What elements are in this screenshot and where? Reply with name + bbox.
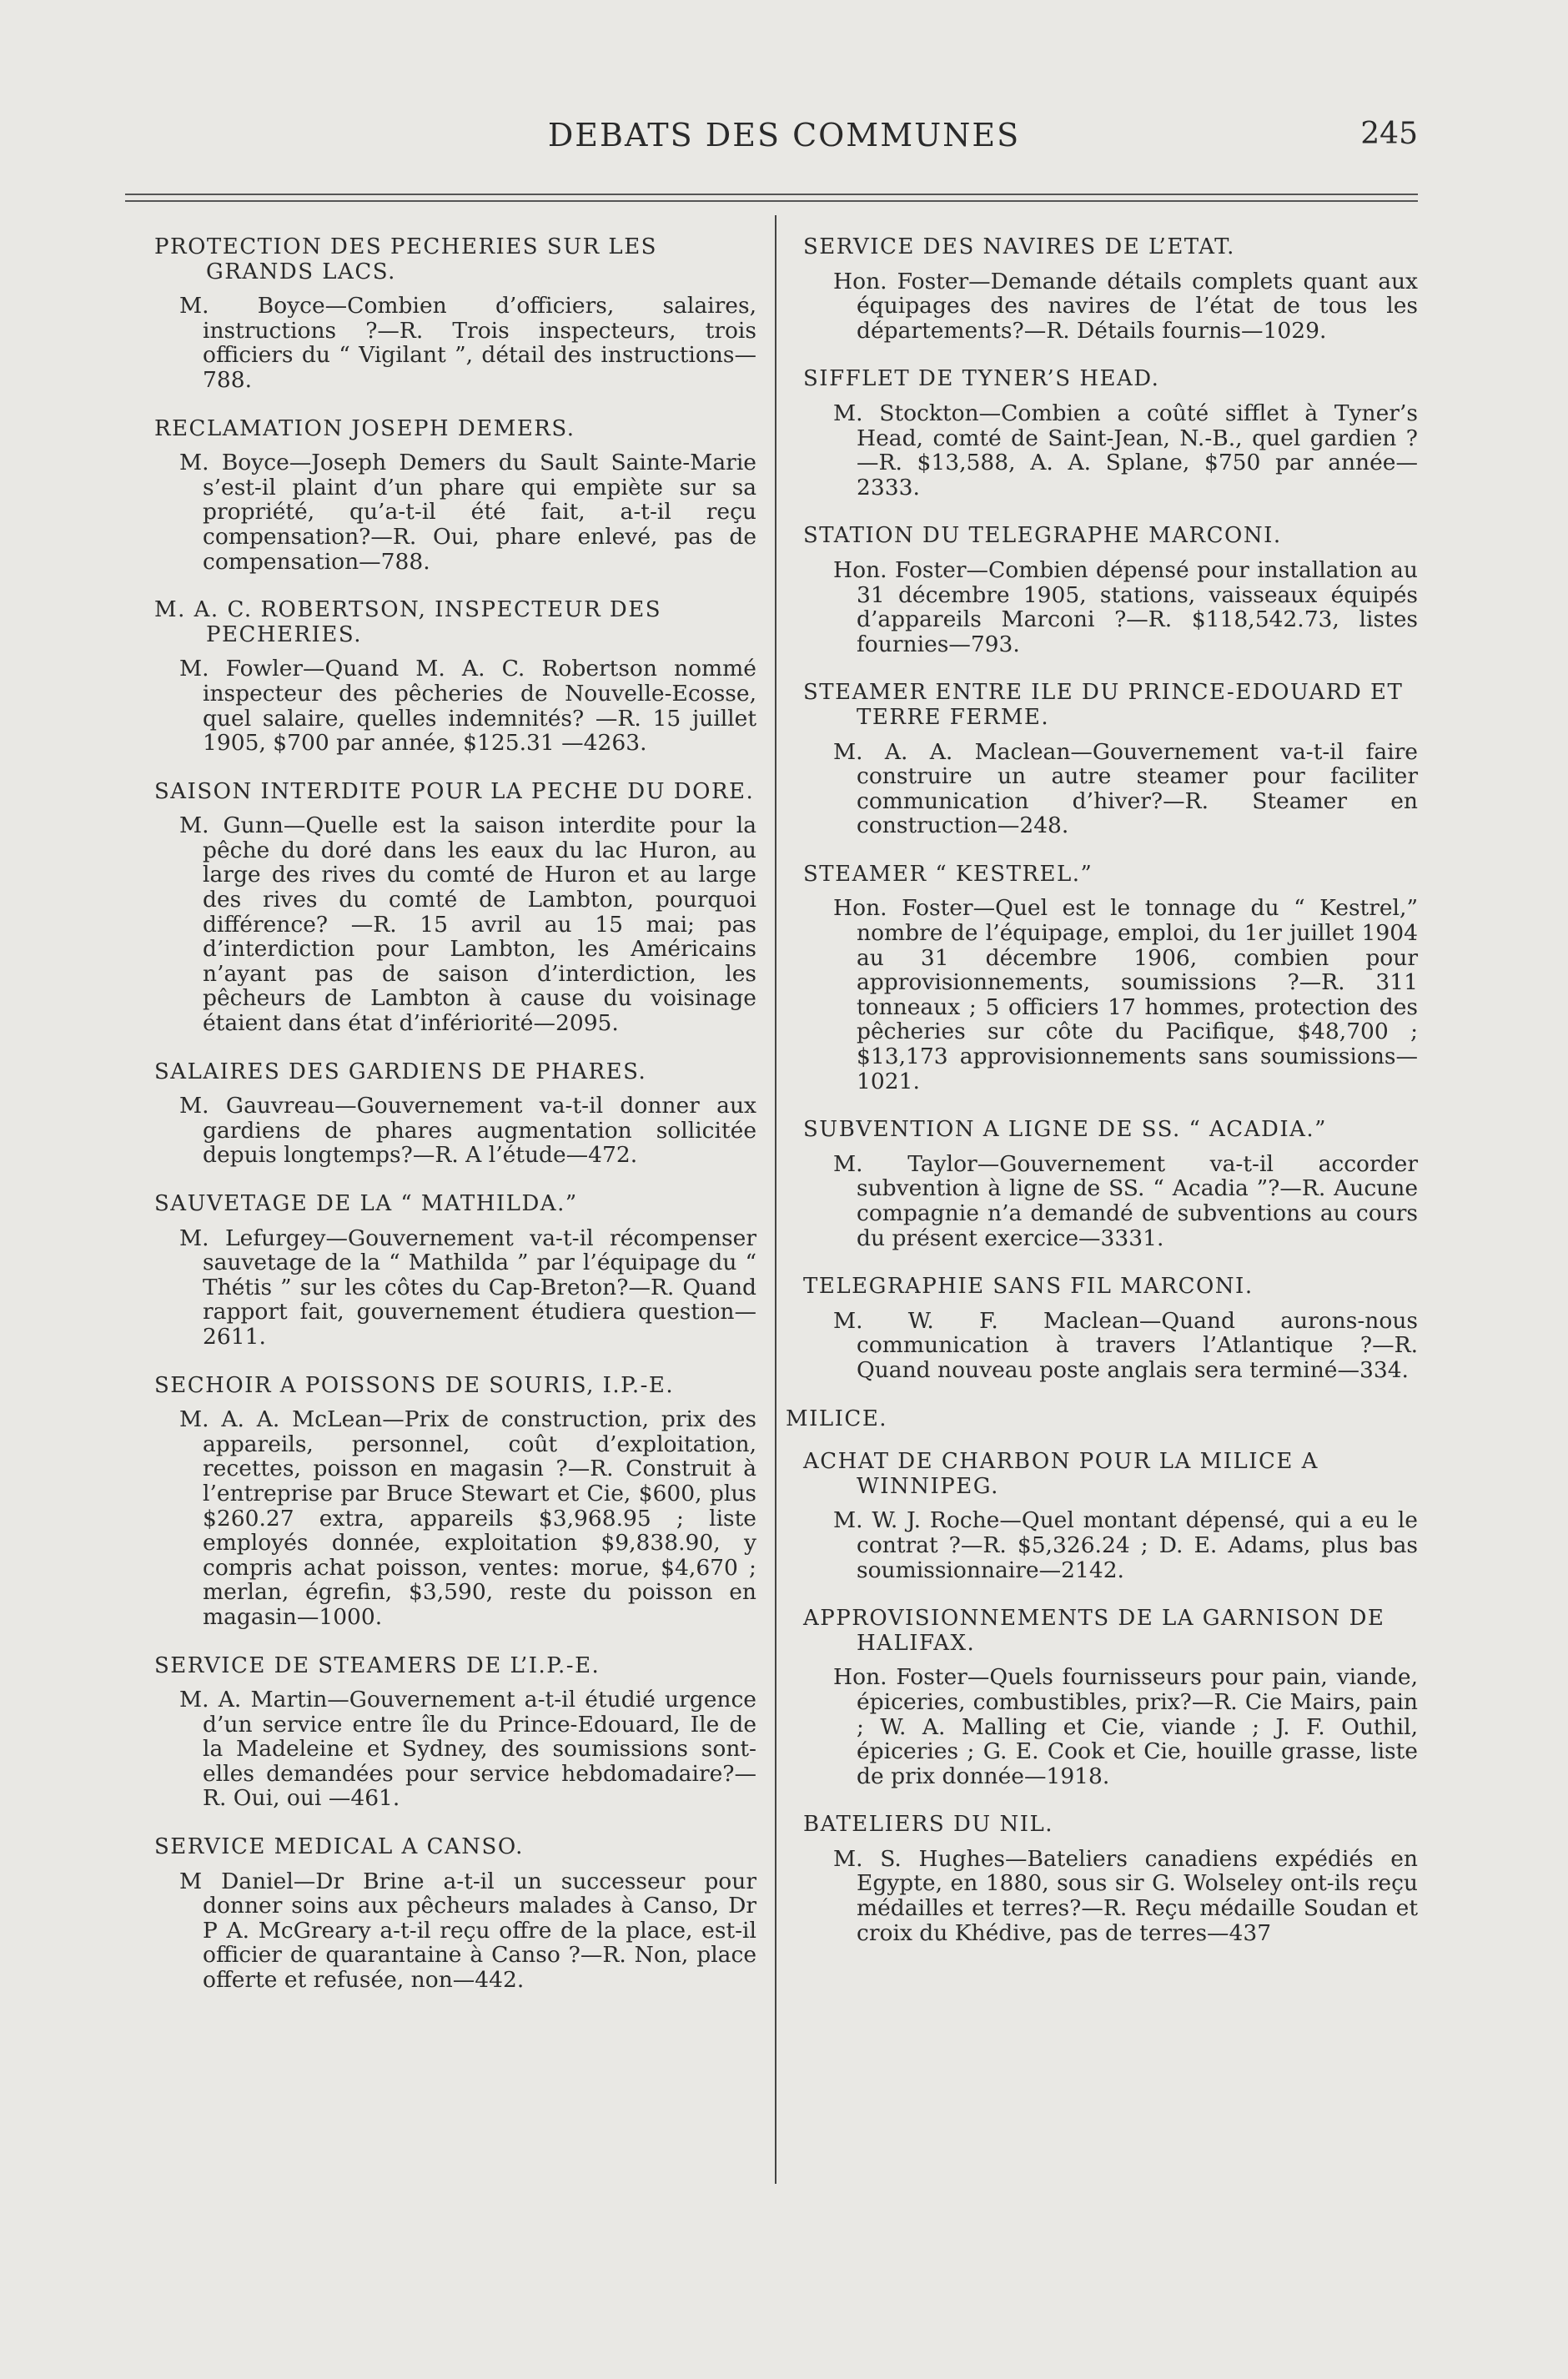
entry <box>786 1118 1418 1250</box>
entry <box>786 681 1418 838</box>
entry-text: Hon. Foster—Quel est le tonnage du “ Kestrel,” nombre de l’équipage, emploi, du 1er juillet 1904 au 31 décembre 1906, combien pour approvisionnements, soumissions ?—R. 311 tonneaux ; 5 officiers 17 hommes, protection des pêcheries sur côte du Pacifique, $48,700 ; $13,173 approvisionnements sans soumissions—1021. <box>833 895 1418 1094</box>
entry <box>154 1835 756 1993</box>
entry-heading: SAISON INTERDITE POUR LA PECHE DU DORE. <box>154 778 755 804</box>
entry <box>786 863 1418 1094</box>
entry <box>786 1607 1418 1788</box>
section-title-milice: MILICE. <box>786 1406 888 1431</box>
right-column <box>786 235 1418 1969</box>
entry <box>786 235 1418 343</box>
entry-text: M. Gauvreau—Gouvernement va-t-il donner aux gardiens de phares augmentation sollicitée depuis longtemps?—R. A l’étude—472. <box>179 1093 756 1169</box>
entry-heading: APPROVISIONNEMENTS DE LA GARNISON DE HALIFAX. <box>803 1606 1385 1656</box>
left-column <box>154 235 756 2017</box>
entry-heading: SERVICE DES NAVIRES DE L’ETAT. <box>803 234 1235 259</box>
entry-text: M. W. F. Maclean—Quand aurons-nous communication à travers l’Atlantique ?—R. Quand nouveau poste anglais sera terminé—334. <box>833 1307 1418 1383</box>
entry-heading: STEAMER ENTRE ILE DU PRINCE-EDOUARD ET TERRE FERME. <box>803 680 1404 730</box>
header-rule-top <box>125 194 1418 195</box>
entry-text: Hon. Foster—Demande détails complets quant aux équipages des navires de l’état de tous les départements?—R. Détails fournis—1029. <box>833 268 1418 344</box>
entry <box>154 598 756 756</box>
entry-text: M. S. Hughes—Bateliers canadiens expédiés en Egypte, en 1880, sous sir G. Wolseley ont-ils reçu médailles et terres?—R. Reçu médaille Soudan et croix du Khédive, pas de terres—437 <box>833 1845 1418 1946</box>
header-rule-bottom <box>125 200 1418 202</box>
entry-text: M. W. J. Roche—Quel montant dépensé, qui a eu le contrat ?—R. $5,326.24 ; D. E. Adams, plus bas soumissionnaire—2142. <box>833 1507 1418 1583</box>
entry-text: Hon. Foster—Quels fournisseurs pour pain, viande, épiceries, combustibles, prix?—R. Cie Mairs, pain ; W. A. Malling et Cie, viande ; J. F. Outhil, épiceries ; G. E. Cook et Cie, houille grasse, liste de prix donnée—1918. <box>833 1664 1418 1789</box>
entry-text: Hon. Foster—Combien dépensé pour installation au 31 décembre 1905, stations, vaisseaux équipés d’appareils Marconi ?—R. $118,542.73, listes fournies—793. <box>833 556 1418 657</box>
entry <box>154 417 756 575</box>
entry-text: M. A. A. Maclean—Gouvernement va-t-il faire construire un autre steamer pour faciliter communication d’hiver?—R. Steamer en construction—248. <box>833 738 1418 839</box>
entry-heading: BATELIERS DU NIL. <box>803 1812 1054 1838</box>
entry-heading: PROTECTION DES PECHERIES SUR LES GRANDS LACS. <box>154 234 657 284</box>
entry-heading: STATION DU TELEGRAPHE MARCONI. <box>803 523 1282 549</box>
column-divider <box>775 215 776 2184</box>
entry <box>786 367 1418 500</box>
entry-text: M. Stockton—Combien a coûté sifflet à Tyner’s Head, comté de Saint-Jean, N.-B., quel gardien ?—R. $13,588, A. A. Splane, $750 par année—2333. <box>833 400 1418 500</box>
entry-text: M. Boyce—Combien d’officiers, salaires, instructions ?—R. Trois inspecteurs, trois officiers du “ Vigilant ”, détail des instructions—788. <box>179 293 756 393</box>
entry-text: M. Lefurgey—Gouvernement va-t-il récompenser sauvetage de la “ Mathilda ” par l’équipage du “ Thétis ” sur les côtes du Cap-Breton?—R. Quand rapport fait, gouvernement étudiera question—2611. <box>179 1225 756 1350</box>
entry-text: M Daniel—Dr Brine a-t-il un successeur pour donner soins aux pêcheurs malades à Canso, Dr P A. McGreary a-t-il reçu offre de la place, est-il officier de quarantaine à Canso ?—R. Non, place offerte et refusée, non—442. <box>179 1868 756 1994</box>
entry <box>154 1192 756 1350</box>
entry-heading: SERVICE DE STEAMERS DE L’I.P.-E. <box>154 1652 601 1678</box>
entry <box>786 524 1418 656</box>
entry-heading: RECLAMATION JOSEPH DEMERS. <box>154 415 575 441</box>
entry-heading: SAUVETAGE DE LA “ MATHILDA.” <box>154 1191 578 1216</box>
entry-text: M. A. A. McLean—Prix de construction, prix des appareils, personnel, coût d’exploitation, recettes, poisson en magasin ?—R. Construit à l’entreprise par Bruce Stewart et Cie, $600, plus $260.27 extra, appareils $3,968.95 ; liste employés donnée, exploitation $9,838.90, y compris achat poisson, ventes: morue, $4,670 ; merlan, égrefin, $3,590, reste du poisson en magasin—1000. <box>179 1406 756 1630</box>
entry <box>154 1654 756 1812</box>
entry-text: M. Boyce—Joseph Demers du Sault Sainte-Marie s’est-il plaint d’un phare qui empiète sur sa propriété, qu’a-t-il été fait, a-t-il reçu compensation?—R. Oui, phare enlevé, pas de compensation—788. <box>179 450 756 575</box>
entry <box>154 780 756 1036</box>
entry-heading: STEAMER “ KESTREL.” <box>803 861 1093 887</box>
entry-text: M. Fowler—Quand M. A. C. Robertson nommé inspecteur des pêcheries de Nouvelle-Ecosse, quel salaire, quelles indemnités? —R. 15 juillet 1905, $700 par année, $125.31 —4263. <box>179 656 756 757</box>
entry-heading: SECHOIR A POISSONS DE SOURIS, I.P.-E. <box>154 1372 675 1398</box>
entry-text: M. Taylor—Gouvernement va-t-il accorder subvention à ligne de SS. “ Acadia ”?—R. Aucune compagnie n’a demandé de subventions au cours du présent exercice—3331. <box>833 1150 1418 1251</box>
entry <box>786 1813 1418 1945</box>
page-title: DEBATS DES COMMUNES <box>547 117 1021 153</box>
entry-heading: SALAIRES DES GARDIENS DE PHARES. <box>154 1059 647 1084</box>
entry <box>786 1450 1418 1582</box>
entry-text: M. A. Martin—Gouvernement a-t-il étudié urgence d’un service entre île du Prince-Edouard, Ile de la Madeleine et Sydney, des soumissions sont-elles demandées pour service hebdomadaire?—R. Oui, oui —461. <box>179 1687 756 1812</box>
entry-heading: M. A. C. ROBERTSON, INSPECTEUR DES PECHERIES. <box>154 597 662 647</box>
entry <box>154 235 756 393</box>
page-number: 245 <box>1360 117 1418 151</box>
entry-heading: SUBVENTION A LIGNE DE SS. “ ACADIA.” <box>803 1117 1327 1143</box>
entry-heading: ACHAT DE CHARBON POUR LA MILICE A WINNIPEG. <box>803 1449 1319 1499</box>
entry <box>786 1275 1418 1382</box>
entry <box>154 1374 756 1630</box>
entry <box>154 1060 756 1168</box>
entry-heading: SIFFLET DE TYNER’S HEAD. <box>803 366 1160 392</box>
entry-heading: SERVICE MEDICAL A CANSO. <box>154 1834 524 1860</box>
entry-text: M. Gunn—Quelle est la saison interdite pour la pêche du doré dans les eaux du lac Huron, au large des rives du comté de Huron et au large des rives du comté de Lambton, pourquoi différence? —R. 15 avril au 15 mai; pas d’interdiction pour Lambton, les Américains n’ayant pas de saison d’interdiction, les pêcheurs de Lambton à cause du voisinage étaient dans état d’infériorité—2095. <box>179 812 756 1037</box>
entry-heading: TELEGRAPHIE SANS FIL MARCONI. <box>803 1274 1254 1300</box>
